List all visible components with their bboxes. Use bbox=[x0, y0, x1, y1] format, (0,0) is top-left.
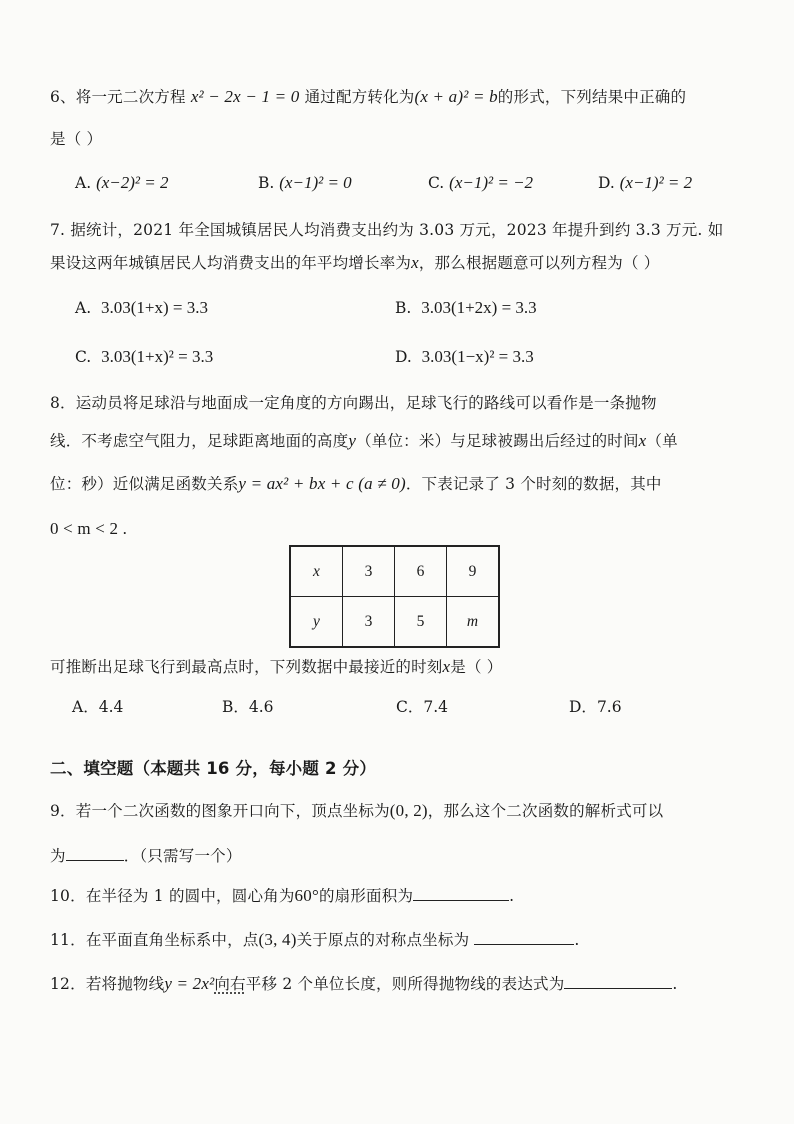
q8-text: 可推断出足球飞行到最高点时，下列数据中最接近的时刻 bbox=[50, 658, 443, 676]
q7-text: 果设这两年城镇居民人均消费支出的年平均增长率为 bbox=[50, 254, 412, 272]
option-letter: A. bbox=[75, 174, 92, 192]
q7-line2 bbox=[50, 252, 660, 274]
option-expr: (x−2)² = 2 bbox=[96, 173, 169, 192]
option-value: 4.6 bbox=[248, 698, 274, 716]
q8-text: （单 bbox=[646, 432, 678, 450]
q10-text: 10．在半径为 1 的圆中，圆心角为 bbox=[50, 887, 295, 905]
q9-text: ，那么这个二次函数的解析式可以 bbox=[427, 802, 664, 820]
q6-option-d[interactable] bbox=[598, 172, 692, 194]
section-heading: 二、填空题（本题共 16 分，每小题 2 分） bbox=[50, 759, 377, 778]
option-letter: C. bbox=[428, 174, 445, 192]
q8-text: （单位：米）与足球被踢出后经过的时间 bbox=[356, 432, 639, 450]
option-letter: C. bbox=[75, 348, 92, 366]
q9-text: 为 bbox=[50, 847, 66, 865]
option-value: 7.6 bbox=[596, 698, 622, 716]
q8-text: 线．不考虑空气阻力，足球距离地面的高度 bbox=[50, 432, 349, 450]
option-expr: 3.03(1−x)² = 3.3 bbox=[421, 347, 534, 366]
q6-number: 6、 bbox=[50, 88, 76, 106]
table-row bbox=[290, 546, 499, 597]
option-value: 4.4 bbox=[98, 698, 124, 716]
q8-line3 bbox=[50, 473, 662, 495]
q6-option-a[interactable] bbox=[75, 172, 168, 194]
q6-form-lhs: (x + a)² bbox=[414, 87, 469, 106]
q11-answer-blank[interactable] bbox=[474, 929, 574, 945]
q11-line bbox=[50, 929, 580, 951]
q8-var-x: x bbox=[638, 431, 647, 450]
q9-line1 bbox=[50, 800, 663, 822]
q6-form-rhs: = b bbox=[468, 87, 498, 106]
q6-text: 将一元二次方程 bbox=[75, 88, 186, 106]
q11-text: . bbox=[574, 931, 580, 949]
option-letter: C． bbox=[396, 698, 424, 716]
q12-text: 向右 bbox=[214, 975, 246, 993]
q6-line1 bbox=[50, 86, 686, 108]
table-cell: 3 bbox=[343, 546, 395, 597]
q8-text: 是（ ） bbox=[450, 658, 503, 676]
q8-line4: 0 < m < 2 . bbox=[50, 519, 128, 538]
q6-option-c[interactable] bbox=[428, 172, 533, 194]
q7-var-x: x bbox=[411, 253, 419, 272]
q9-vertex: (0, 2) bbox=[389, 801, 428, 820]
q8-text: 位：秒）近似满足函数关系 bbox=[50, 475, 239, 493]
q7-text: ，那么根据题意可以列方程为（ ） bbox=[418, 254, 660, 272]
option-letter: B. bbox=[395, 299, 412, 317]
option-letter: D． bbox=[569, 698, 597, 716]
q10-answer-blank[interactable] bbox=[413, 885, 509, 901]
q9-line2 bbox=[50, 845, 242, 867]
q11-text: 11．在平面直角坐标系中，点 bbox=[50, 931, 259, 949]
q8-function: y = ax² + bx + c (a ≠ 0) bbox=[238, 474, 406, 493]
option-letter: B. bbox=[258, 174, 275, 192]
table-cell: x bbox=[290, 546, 343, 597]
q7-option-d[interactable] bbox=[395, 346, 534, 368]
q8-line2 bbox=[50, 430, 678, 452]
q6-option-b[interactable] bbox=[258, 172, 352, 194]
q6-equation: x² − 2x − 1 = 0 bbox=[190, 87, 300, 106]
q8-option-b[interactable] bbox=[222, 696, 274, 718]
q10-text: 的扇形面积为 bbox=[318, 887, 414, 905]
q6-line2: 是（ ） bbox=[50, 130, 103, 148]
table-row bbox=[290, 597, 499, 648]
q12-answer-blank[interactable] bbox=[564, 973, 672, 989]
q10-angle: 60° bbox=[294, 886, 319, 905]
table-cell: 3 bbox=[343, 597, 395, 648]
option-expr: 3.03(1+2x) = 3.3 bbox=[421, 298, 537, 317]
q6-text: 的形式，下列结果中正确的 bbox=[497, 88, 687, 106]
q9-text: 9．若一个二次函数的图象开口向下，顶点坐标为 bbox=[50, 802, 390, 820]
q9-text: ．（只需写一个） bbox=[123, 847, 242, 865]
option-letter: D. bbox=[598, 174, 615, 192]
q8-option-d[interactable] bbox=[569, 696, 622, 718]
q12-function: y = 2x² bbox=[164, 974, 215, 993]
table-cell: 5 bbox=[395, 597, 447, 648]
q10-line bbox=[50, 885, 514, 907]
table-cell: 9 bbox=[447, 546, 500, 597]
option-letter: B． bbox=[222, 698, 249, 716]
option-expr: (x−1)² = 2 bbox=[619, 173, 693, 192]
q12-line bbox=[50, 973, 678, 995]
q8-question bbox=[50, 656, 503, 678]
option-letter: A. bbox=[75, 299, 92, 317]
q6-text: 通过配方转化为 bbox=[304, 88, 415, 106]
q10-text: . bbox=[509, 887, 515, 905]
q7-option-c[interactable] bbox=[75, 346, 213, 368]
q12-text: . bbox=[672, 975, 678, 993]
option-letter: A． bbox=[72, 698, 99, 716]
q8-var-y: y bbox=[348, 431, 357, 450]
q8-var-x: x bbox=[442, 657, 451, 676]
q9-answer-blank[interactable] bbox=[66, 845, 124, 861]
q11-text: 关于原点的对称点坐标为 bbox=[296, 931, 470, 949]
q7-option-a[interactable] bbox=[75, 297, 208, 319]
table-cell: m bbox=[447, 597, 500, 648]
q8-option-a[interactable] bbox=[72, 696, 123, 718]
option-letter: D. bbox=[395, 348, 412, 366]
option-expr: (x−1)² = 0 bbox=[279, 173, 352, 192]
q8-line1: 8．运动员将足球沿与地面成一定角度的方向踢出，足球飞行的路线可以看作是一条抛物 bbox=[50, 394, 657, 412]
option-value: 7.4 bbox=[423, 698, 449, 716]
q7-line1: 7. 据统计，2021 年全国城镇居民人均消费支出约为 3.03 万元，2023 年提升到约 3.3 万元. 如 bbox=[50, 221, 724, 239]
option-expr: 3.03(1+x)² = 3.3 bbox=[101, 347, 214, 366]
q12-text: 平移 2 个单位长度，则所得抛物线的表达式为 bbox=[245, 975, 565, 993]
option-expr: 3.03(1+x) = 3.3 bbox=[100, 298, 208, 317]
table-cell: y bbox=[290, 597, 343, 648]
table-cell: 6 bbox=[395, 546, 447, 597]
q11-point: (3, 4) bbox=[258, 930, 297, 949]
q8-option-c[interactable] bbox=[396, 696, 448, 718]
option-expr: (x−1)² = −2 bbox=[449, 173, 534, 192]
q12-text: 12．若将抛物线 bbox=[50, 975, 165, 993]
q7-option-b[interactable] bbox=[395, 297, 537, 319]
q8-data-table bbox=[289, 545, 500, 648]
q8-text: ．下表记录了 3 个时刻的数据，其中 bbox=[405, 475, 662, 493]
